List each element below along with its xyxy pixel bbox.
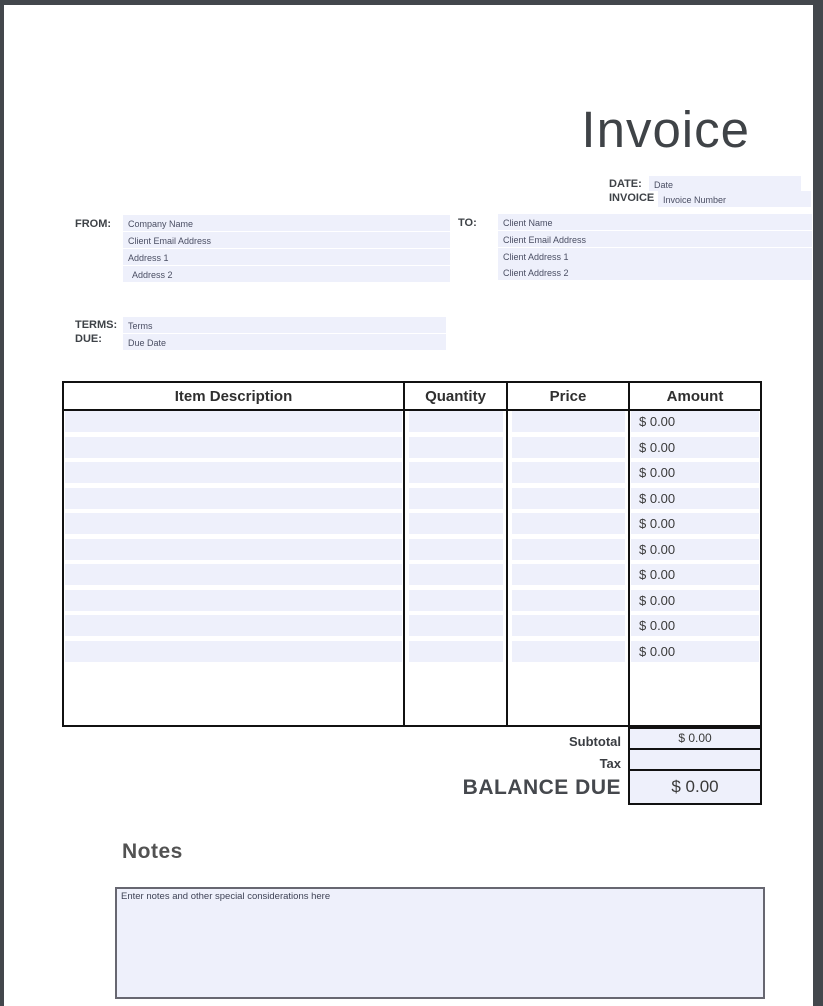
- tax-input[interactable]: [630, 750, 760, 769]
- to-email-input[interactable]: [498, 231, 812, 247]
- column-header-quantity: Quantity: [425, 388, 486, 405]
- table-row: [64, 615, 760, 636]
- quantity-input[interactable]: [409, 513, 503, 534]
- item-description-input[interactable]: [65, 462, 402, 483]
- amount-value: $ 0.00: [631, 615, 759, 636]
- table-row: [64, 411, 760, 432]
- invoice-number-label: INVOICE: [609, 192, 655, 204]
- amount-value: $ 0.00: [631, 488, 759, 509]
- to-label: TO:: [458, 217, 477, 229]
- viewer-frame-left: [0, 0, 4, 1006]
- price-input[interactable]: [512, 539, 625, 560]
- amount-value: $ 0.00: [631, 539, 759, 560]
- price-input[interactable]: [512, 590, 625, 611]
- page-title: Invoice: [581, 101, 750, 158]
- tax-box: [628, 748, 762, 771]
- items-table: [62, 381, 762, 727]
- table-row: [64, 437, 760, 458]
- item-description-input[interactable]: [65, 564, 402, 585]
- amount-value: $ 0.00: [631, 462, 759, 483]
- invoice-number-input[interactable]: [658, 191, 811, 207]
- item-description-input[interactable]: [65, 641, 402, 662]
- price-input[interactable]: [512, 564, 625, 585]
- item-description-input[interactable]: [65, 590, 402, 611]
- terms-label: TERMS:: [75, 319, 118, 331]
- from-label: FROM:: [75, 218, 112, 230]
- price-input[interactable]: [512, 513, 625, 534]
- table-row: [64, 513, 760, 534]
- notes-heading: Notes: [122, 840, 183, 863]
- viewer-frame-right: [813, 0, 823, 1006]
- table-row: [64, 641, 760, 662]
- subtotal-value: $ 0.00: [628, 727, 762, 750]
- quantity-input[interactable]: [409, 411, 503, 432]
- quantity-input[interactable]: [409, 437, 503, 458]
- item-description-input[interactable]: [65, 411, 402, 432]
- column-header-amount: Amount: [666, 388, 724, 405]
- item-description-input[interactable]: [65, 615, 402, 636]
- item-description-input[interactable]: [65, 513, 402, 534]
- from-email-input[interactable]: [123, 232, 450, 248]
- amount-value: $ 0.00: [631, 437, 759, 458]
- amount-value: $ 0.00: [631, 590, 759, 611]
- balance-due-value: $ 0.00: [628, 769, 762, 805]
- amount-value: $ 0.00: [631, 513, 759, 534]
- quantity-input[interactable]: [409, 488, 503, 509]
- item-description-input[interactable]: [65, 488, 402, 509]
- viewer-frame-top: [0, 0, 823, 5]
- column-header-item-description: Item Description: [174, 388, 293, 405]
- amount-value: $ 0.00: [631, 411, 759, 432]
- quantity-input[interactable]: [409, 462, 503, 483]
- date-label: DATE:: [609, 178, 642, 190]
- quantity-input[interactable]: [409, 539, 503, 560]
- from-address2-input[interactable]: [123, 266, 450, 282]
- to-address1-input[interactable]: [498, 248, 812, 264]
- price-input[interactable]: [512, 615, 625, 636]
- column-header-price: Price: [549, 388, 587, 405]
- subtotal-label: Subtotal: [569, 734, 621, 749]
- price-input[interactable]: [512, 411, 625, 432]
- quantity-input[interactable]: [409, 564, 503, 585]
- tax-label: Tax: [599, 756, 621, 771]
- item-description-input[interactable]: [65, 437, 402, 458]
- notes-textarea[interactable]: [115, 887, 765, 999]
- terms-input[interactable]: [123, 317, 446, 333]
- price-input[interactable]: [512, 462, 625, 483]
- to-address2-input[interactable]: [498, 264, 812, 280]
- due-label: DUE:: [75, 333, 102, 345]
- date-input[interactable]: [649, 176, 801, 191]
- balance-due-label: BALANCE DUE: [462, 776, 621, 799]
- from-company-input[interactable]: [123, 215, 450, 231]
- price-input[interactable]: [512, 437, 625, 458]
- to-name-input[interactable]: [498, 214, 812, 230]
- table-row: [64, 488, 760, 509]
- price-input[interactable]: [512, 641, 625, 662]
- table-row: [64, 462, 760, 483]
- table-row: [64, 539, 760, 560]
- due-date-input[interactable]: [123, 334, 446, 350]
- amount-value: $ 0.00: [631, 564, 759, 585]
- table-row: [64, 564, 760, 585]
- amount-value: $ 0.00: [631, 641, 759, 662]
- quantity-input[interactable]: [409, 615, 503, 636]
- quantity-input[interactable]: [409, 590, 503, 611]
- table-row: [64, 590, 760, 611]
- price-input[interactable]: [512, 488, 625, 509]
- from-address1-input[interactable]: [123, 249, 450, 265]
- item-description-input[interactable]: [65, 539, 402, 560]
- quantity-input[interactable]: [409, 641, 503, 662]
